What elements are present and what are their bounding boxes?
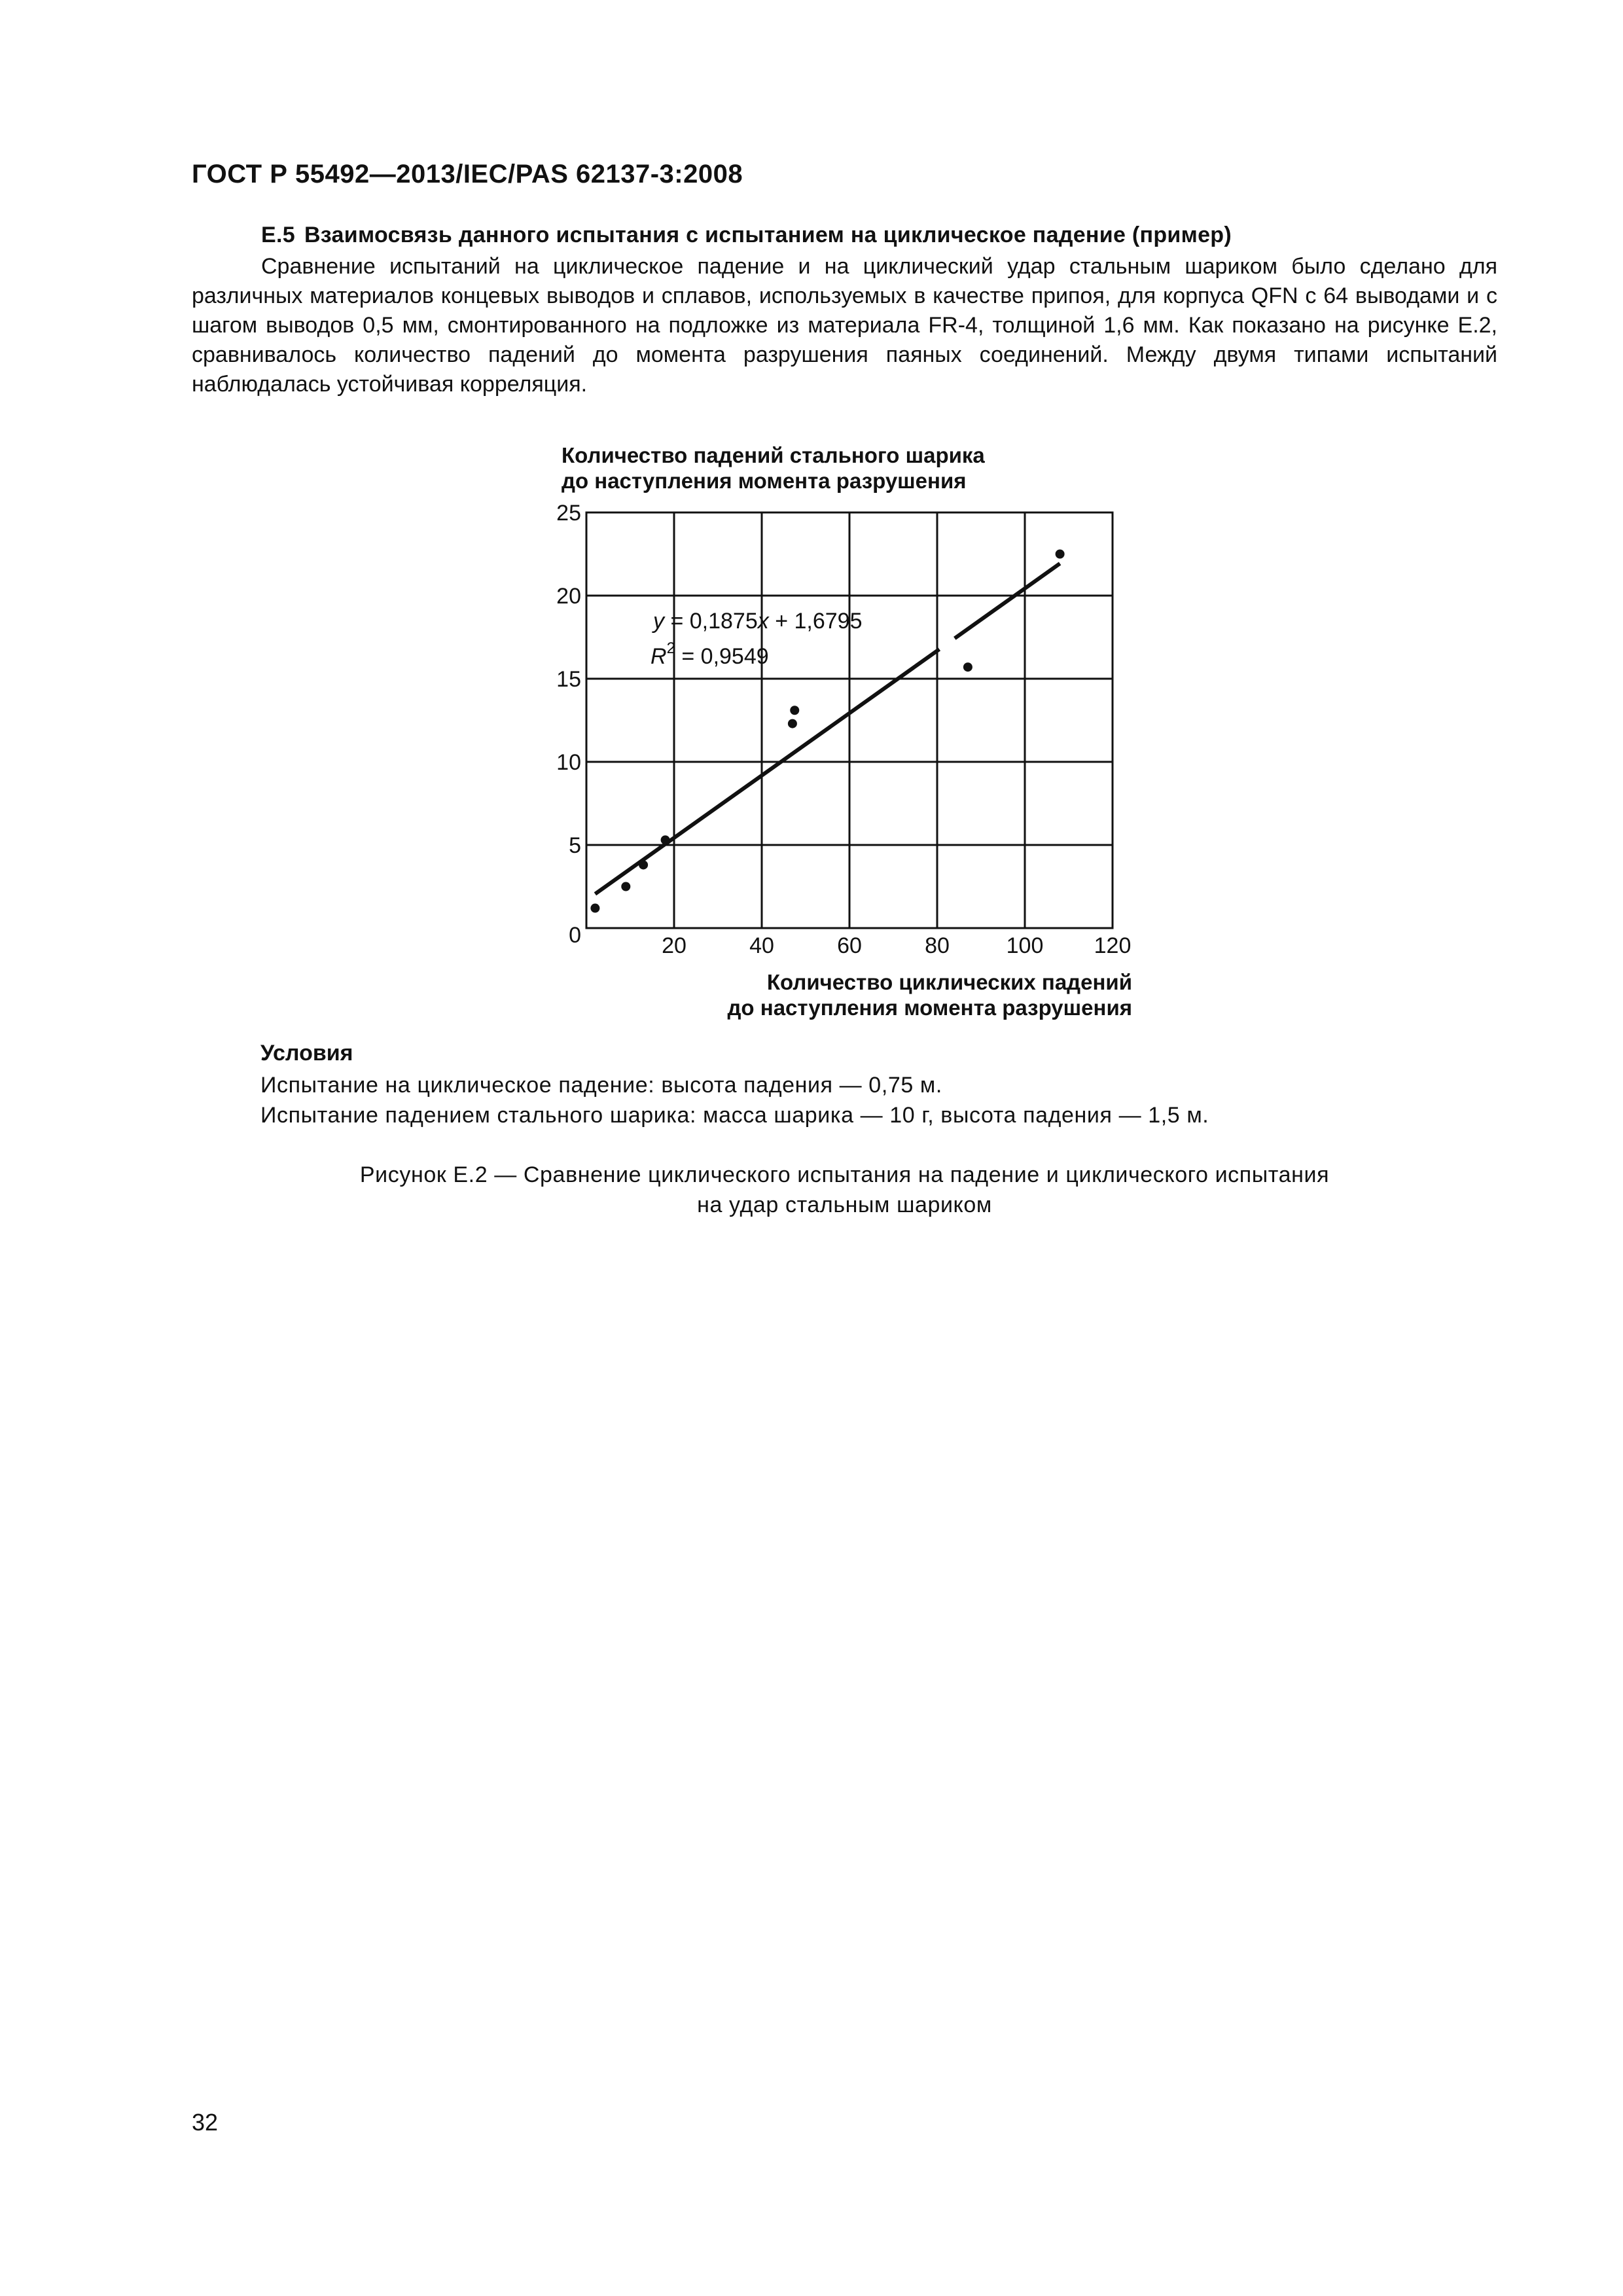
document-header: ГОСТ Р 55492—2013/IEC/PAS 62137-3:2008 (192, 160, 743, 188)
x-tick-label: 120 (1094, 933, 1132, 958)
trendline-segment (955, 564, 1060, 638)
data-point (590, 904, 599, 913)
y-tick-label: 5 (569, 833, 581, 858)
section-paragraph: Сравнение испытаний на циклическое падение и на циклический удар стальным шариком было сделано для различных материалов концевых выводов и сплавов, используемых в качестве припоя, для корпуса QFN с 64 выводами и с шагом выводов 0,5 мм, смонтированного на подложке из материала FR-4, толщиной 1,6 мм. Как показано на рисунке Е.2, сравнивалось количество падений до момента разрушения паяных соединений. Между двумя типами испытаний наблюдалась устойчивая корреляция. (192, 254, 1497, 397)
data-point (790, 706, 799, 715)
r-squared-symbol: R (651, 644, 667, 669)
trendline-segment (595, 649, 939, 894)
section-title: Взаимосвязь данного испытания с испытанием на циклическое падение (пример) (304, 223, 1232, 247)
data-point (621, 882, 630, 891)
y-tick-label: 15 (556, 667, 581, 692)
y-tick-label: 10 (556, 750, 581, 775)
x-axis-title-line2: до наступления момента разрушения (727, 996, 1132, 1020)
conditions-block (260, 1041, 1438, 1130)
equation-y: y (653, 609, 664, 634)
conditions-ball-test: Испытание падением стального шарика: масса шарика — 10 г, высота падения — 1,5 м. (260, 1103, 1209, 1128)
section-e5 (192, 223, 1497, 399)
scatter-chart (537, 439, 1158, 1028)
regression-equation (652, 609, 863, 634)
equation-x: x (757, 609, 769, 634)
figure-caption-line1: Рисунок Е.2 — Сравнение циклического испытания на падение и циклического испытания (359, 1162, 1330, 1187)
data-point (639, 860, 648, 869)
data-point (963, 662, 972, 672)
x-axis-title-line1: Количество циклических падений (766, 970, 1132, 994)
conditions-title: Условия (260, 1041, 353, 1066)
x-tick-label: 40 (749, 933, 774, 958)
data-point (661, 835, 670, 844)
y-axis-title-line2: до наступления момента разрушения (562, 469, 967, 493)
y-tick-label: 20 (556, 584, 581, 609)
chart-svg (537, 439, 1158, 1028)
y-tick-label: 0 (569, 923, 581, 948)
x-tick-label: 80 (925, 933, 950, 958)
figure-caption-line2: на удар стальным шариком (697, 1193, 992, 1217)
data-point (1056, 550, 1065, 559)
chart-grid (586, 512, 1113, 928)
equation-slope: = 0,1875 (664, 609, 758, 634)
x-tick-label: 100 (1006, 933, 1044, 958)
section-heading (261, 223, 1497, 248)
page-number: 32 (192, 2109, 219, 2136)
x-tick-labels (662, 933, 1131, 958)
r-squared-sup: 2 (666, 639, 675, 657)
equation-intercept: + 1,6795 (768, 609, 863, 634)
r-squared (651, 639, 769, 669)
x-tick-label: 60 (837, 933, 862, 958)
y-axis-title-line1: Количество падений стального шарика (562, 443, 985, 467)
data-point (788, 719, 797, 728)
section-number: Е.5 (261, 223, 295, 247)
x-tick-label: 20 (662, 933, 687, 958)
y-tick-label: 25 (556, 501, 581, 526)
conditions-drop-test: Испытание на циклическое падение: высота падения — 0,75 м. (260, 1073, 942, 1098)
r-squared-value: = 0,9549 (675, 644, 769, 669)
figure-caption (192, 1160, 1497, 1220)
y-tick-labels (556, 501, 581, 948)
